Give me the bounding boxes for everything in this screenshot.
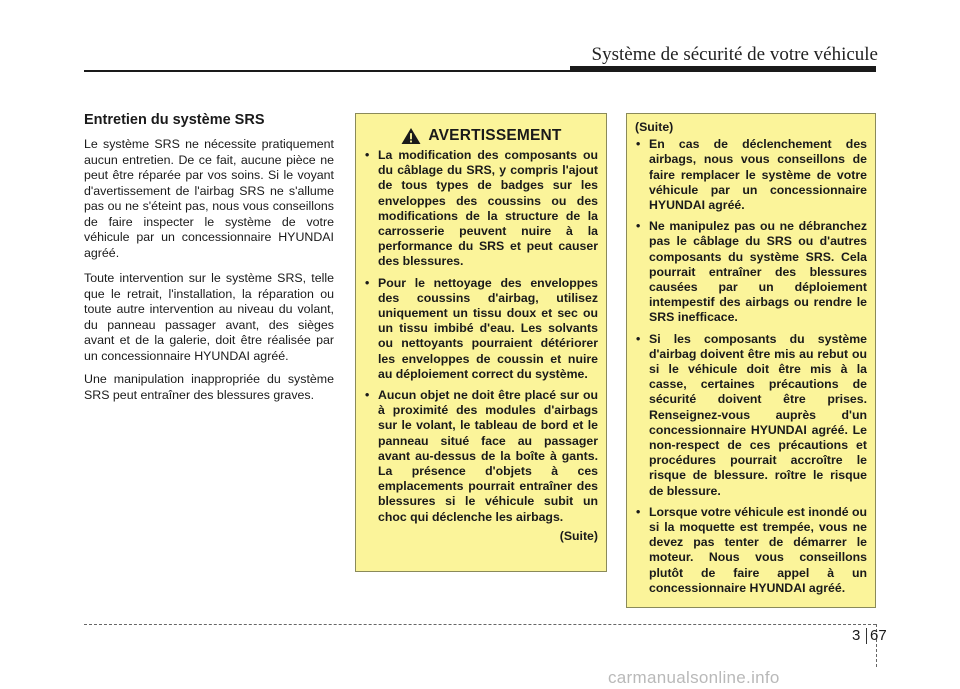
warning-item-text: Si les composants du système d'airbag doivent être mis au rebut ou si le véhicule doit être mis à la casse, certaines précautions de sécurité doivent être prises. Renseignez-vous auprès d'un concessionnaire HYUNDAI agréé. Le non-respect de ces précautions et procédures pourrait accroître le risque de blessure. roître le risque de blessure. bbox=[649, 331, 867, 498]
page-header-title: Système de sécurité de votre véhicule bbox=[591, 44, 878, 65]
continued-list bbox=[635, 137, 867, 596]
warning-header bbox=[364, 127, 598, 145]
warning-item bbox=[635, 137, 867, 213]
continued-label: (Suite) bbox=[559, 528, 598, 543]
body-paragraph-1: Le système SRS ne nécessite pratiquement aucun entretien. De ce fait, aucune pièce ne peut être réparée par vos soins. Si le voyant d'avertissement de l'airbag SRS ne s'allume pas ou ne s'éteint pas, nous vous conseillons de faire inspecter le système de votre véhicule par un concessionnaire HYUNDAI agréé. bbox=[84, 137, 334, 260]
page-number-separator bbox=[866, 628, 867, 644]
warning-item-text: En cas de déclenchement des airbags, nous vous conseillons de faire remplacer le système de votre véhicule par un concessionnaire HYUNDAI agréé. bbox=[649, 137, 867, 213]
warning-item-text: Ne manipulez pas ou ne débranchez pas le câblage du SRS ou d'autres composants du système SRS. Cela pourrait entraîner des blessures causées par un déploiement intempestif des airbags ou rendre le SRS inefficace. bbox=[649, 219, 867, 325]
body-paragraph-2: Toute intervention sur le système SRS, telle que le retrait, l'installation, la réparation ou toute autre intervention au niveau du volant, du panneau passager avant, des sièges avant et de la galerie, doit être réalisée par un concessionnaire HYUNDAI agréé. bbox=[84, 271, 334, 363]
warning-title: AVERTISSEMENT bbox=[428, 127, 562, 145]
chapter-number: 3 bbox=[852, 627, 861, 644]
bullet-marker: • bbox=[636, 504, 641, 519]
warning-triangle-icon bbox=[400, 127, 422, 145]
warning-box bbox=[355, 113, 607, 572]
left-column bbox=[84, 112, 334, 413]
bullet-marker: • bbox=[636, 331, 641, 346]
bullet-marker: • bbox=[365, 388, 370, 403]
bullet-marker: • bbox=[365, 275, 370, 290]
warning-item-text: La modification des composants ou du câblage du SRS, y compris l'ajout de tous types de badges sur les enveloppes des coussins ou des modifications de la structure de la carrosserie peuvent nuire à la performance du SRS et peut causer des blessures. bbox=[378, 148, 598, 269]
header-rule-accent bbox=[570, 66, 876, 72]
bullet-marker: • bbox=[636, 137, 641, 152]
watermark: carmanualsonline.info bbox=[608, 668, 780, 687]
section-heading: Entretien du système SRS bbox=[84, 112, 265, 128]
bullet-marker: • bbox=[365, 148, 370, 162]
warning-item bbox=[635, 505, 867, 596]
warning-item-text: Pour le nettoyage des enveloppes des coussins d'airbag, utilisez uniquement un tissu doux et sec ou un tissu imbibé d'eau. Les solvants ou nettoyants pourraient détériorer les enveloppes de coussin et nuire au déploiement correct du système. bbox=[378, 275, 598, 381]
warning-item bbox=[364, 276, 598, 382]
bullet-marker: • bbox=[636, 219, 641, 234]
continued-label-top: (Suite) bbox=[635, 120, 674, 134]
warning-box-continued bbox=[626, 113, 876, 608]
page-number: 67 bbox=[870, 627, 887, 644]
warning-item bbox=[364, 148, 598, 270]
warning-item bbox=[364, 388, 598, 525]
warning-item-text: Aucun objet ne doit être placé sur ou à proximité des modules d'airbags sur le volant, le tableau de bord et le panneau situé face au passager avant au-dessus de la boîte à gants. La présence d'objets à ces emplacements pourrait entraîner des blessures si le véhicule subit un choc qui déclenche les airbags. bbox=[378, 388, 598, 524]
warning-item-text: Lorsque votre véhicule est inondé ou si la moquette est trempée, vous ne devez pas tenter de démarrer le moteur. Nous vous conseillons plutôt de faire appel à un concessionnaire HYUNDAI agréé. bbox=[649, 504, 867, 595]
warning-item bbox=[635, 219, 867, 325]
warning-list bbox=[364, 148, 598, 525]
warning-item bbox=[635, 332, 867, 499]
footer-rule bbox=[84, 624, 876, 625]
body-paragraph-3: Une manipulation inappropriée du système SRS peut entraîner des blessures graves. bbox=[84, 372, 334, 402]
